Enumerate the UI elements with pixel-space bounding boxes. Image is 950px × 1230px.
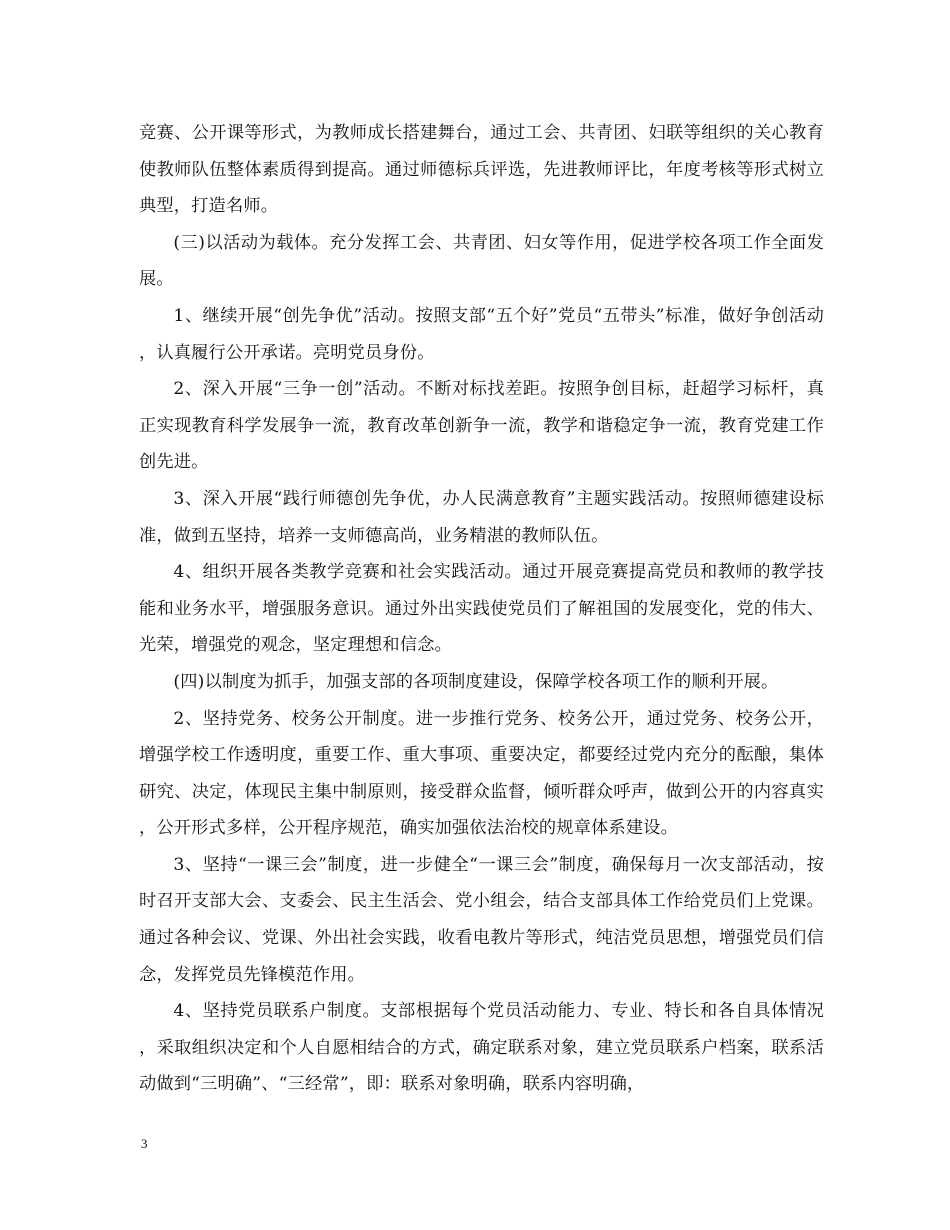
paragraph: 4、组织开展各类教学竞赛和社会实践活动。通过开展竞赛提高党员和教师的教学技能和业务水平，增强服务意识。通过外出实践使党员们了解祖国的发展变化，党的伟大、光荣，增强党的观念，坚定理想和信念。 bbox=[139, 562, 824, 656]
paragraph: 3、坚持“一课三会”制度，进一步健全“一课三会”制度，确保每月一次支部活动，按时召开支部大会、支委会、民主生活会、党小组会，结合支部具体工作给党员们上党课。通过各种会议、党课、外出社会实践，收看电教片等形式，纯洁党员思想，增强党员们信念，发挥党员先锋模范作用。 bbox=[139, 854, 824, 985]
document-body bbox=[139, 115, 824, 1103]
paragraph: (四)以制度为抓手，加强支部的各项制度建设，保障学校各项工作的顺利开展。 bbox=[173, 671, 779, 692]
page-number: 3 bbox=[141, 1136, 148, 1151]
paragraph: 4、坚持党员联系户制度。支部根据每个党员活动能力、专业、特长和各自具体情况，采取组织决定和个人自愿相结合的方式，确定联系对象，建立党员联系户档案，联系活动做到“三明确”、“三经常”，即：联系对象明确，联系内容明确， bbox=[139, 1001, 824, 1095]
paragraph: 1、继续开展“创先争优”活动。按照支部“五个好”党员“五带头”标准，做好争创活动，认真履行公开承诺。亮明党员身份。 bbox=[139, 305, 824, 363]
paragraph: (三)以活动为载体。充分发挥工会、共青团、妇女等作用，促进学校各项工作全面发展。 bbox=[139, 232, 824, 290]
paragraph: 竞赛、公开课等形式，为教师成长搭建舞台，通过工会、共青团、妇联等组织的关心教育使教师队伍整体素质得到提高。通过师德标兵评选，先进教师评比，年度考核等形式树立典型，打造名师。 bbox=[139, 123, 824, 217]
paragraph: 3、深入开展“践行师德创先争优，办人民满意教育”主题实践活动。按照师德建设标准，做到五坚持，培养一支师德高尚，业务精湛的教师队伍。 bbox=[139, 488, 824, 546]
paragraph: 2、坚持党务、校务公开制度。进一步推行党务、校务公开，通过党务、校务公开，增强学校工作透明度，重要工作、重大事项、重要决定，都要经过党内充分的酝酿，集体研究、决定，体现民主集中制原则，接受群众监督，倾听群众呼声，做到公开的内容真实，公开形式多样，公开程序规范，确实加强依法治校的规章体系建设。 bbox=[139, 708, 824, 839]
paragraph: 2、深入开展“三争一创”活动。不断对标找差距。按照争创目标，赶超学习标杆，真正实现教育科学发展争一流，教育改革创新争一流，教学和谐稳定争一流，教育党建工作创先进。 bbox=[139, 379, 824, 473]
